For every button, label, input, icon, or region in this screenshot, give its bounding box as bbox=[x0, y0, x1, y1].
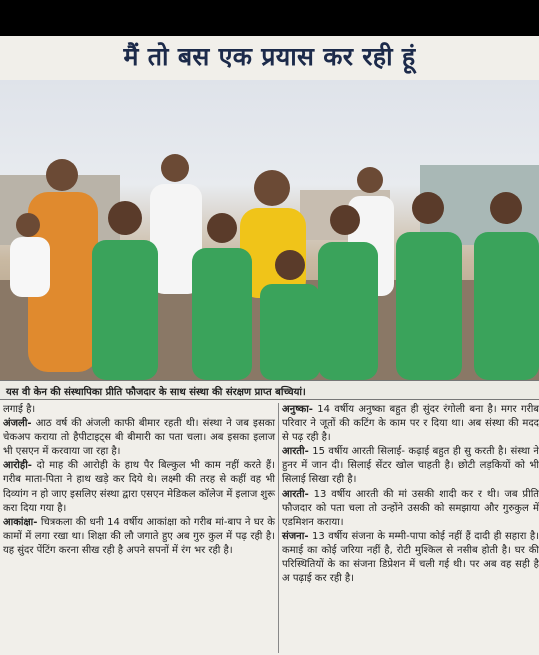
group-photo bbox=[0, 80, 539, 380]
article-headline: मैं तो बस एक प्रयास कर रही हूं bbox=[123, 42, 416, 71]
right-paragraph-3 bbox=[282, 488, 539, 530]
left-paragraph-2 bbox=[3, 417, 275, 459]
right-paragraph-2 bbox=[282, 445, 539, 487]
article-body bbox=[0, 403, 539, 655]
aarti-13-text: 13 वर्षीय आरती की मां उसकी शादी कर र थी। जब प्रीति फौजदार को पता चला तो उन्होंने उसकी को समझाया और गुरुकुल में एडमिशन कराया। bbox=[282, 488, 539, 528]
name-aarti-13: आरती- bbox=[282, 488, 309, 500]
name-anushka: अनुष्का- bbox=[282, 404, 313, 415]
right-paragraph-1 bbox=[282, 403, 539, 445]
anjali-text: आठ वर्ष की अंजली काफी बीमार रहती थी। संस्था ने जब इसका चेकअप कराया तो हैपीटाइट्स बी बीमारी का पता चला। अब इसका इलाज भी एसएन में करवाया जा रहा है। bbox=[3, 418, 275, 458]
name-aarohi: आरोही- bbox=[3, 460, 32, 472]
name-sanjana: संजना- bbox=[282, 530, 309, 542]
name-akanksha: आकांक्षा- bbox=[3, 516, 38, 528]
akanksha-text: चित्रकला की धनी 14 वर्षीय आकांक्षा को गरीब मां-बाप ने घर के कामों में लगा रखा था। शिक्षा की लौ जगाते हुए अब गुरु कुल में पढ़ रही है। यह सुंदर पेंटिंग करना सीख रही है अपने सपनों में रंग भर रही है। bbox=[3, 516, 275, 556]
sanjana-text: 13 वर्षीय संजना के मम्मी-पापा कोई नहीं हैं दादी ही सहारा है। कमाई का कोई जरिया नहीं है, रोटी मुश्किल से नसीब होती है। घर की परिस्थितियों के का संजना डिप्रेशन में चली गई थी। पर अब वह सही है अ पढ़ाई कर रही है। bbox=[282, 530, 539, 585]
left-paragraph-3 bbox=[3, 459, 275, 515]
newspaper-clipping bbox=[0, 36, 539, 655]
name-aarti-15: आरती- bbox=[282, 446, 309, 458]
right-column bbox=[282, 403, 539, 586]
right-paragraph-4 bbox=[282, 530, 539, 586]
aarohi-text: दो माह की आरोही के हाथ पैर बिल्कुल भी काम नहीं करते हैं। गरीब माता-पिता ने हाथ खड़े कर दिये थे। लक्ष्मी की तरह से कहीं वह भी दिव्यांग न हो जाए इसलिए संस्था द्वारा एसएन मेडिकल कॉलेज में इलाज शुरू करा दिया गया है। bbox=[3, 460, 275, 514]
name-anjali: अंजली- bbox=[3, 418, 32, 430]
group-photo-illustration bbox=[0, 80, 539, 380]
left-column bbox=[3, 403, 275, 558]
photo-caption: यस वी केन की संस्थापिका प्रीति फौजदार के साथ संस्था की संरक्षण प्राप्त बच्चियां। bbox=[0, 380, 539, 400]
left-paragraph-4 bbox=[3, 516, 275, 558]
anushka-text: 14 वर्षीय अनुष्का बहुत ही सुंदर रंगोली बना है। मगर गरीब परिवार ने जूतों की कटिंग के काम पर र दिया था। अब संस्था की मदद से पढ़ रही है। bbox=[282, 404, 539, 444]
aarti-15-text: 15 वर्षीय आरती सिलाई- कढ़ाई बहुत ही सु करती है। संस्था ने हुनर में जान दी। सिलाई सेंटर खोल चाहती है। छोटी लड़कियों को भी सिलाई सिखा रही है। bbox=[282, 446, 539, 486]
left-paragraph-1: लगाई है। bbox=[3, 404, 36, 415]
